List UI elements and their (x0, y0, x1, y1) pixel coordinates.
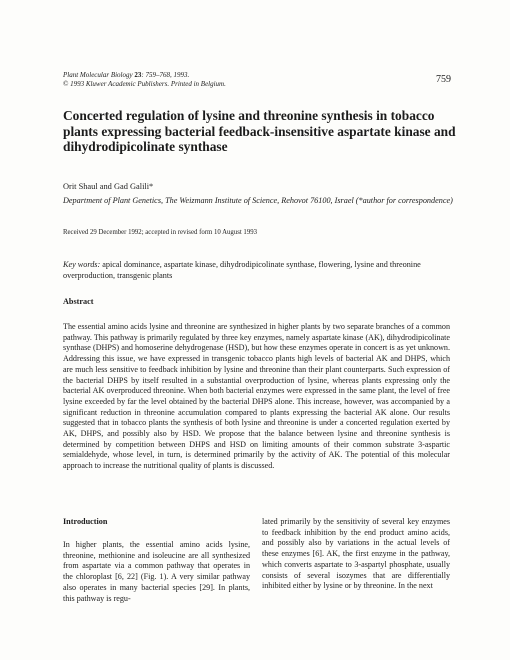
keywords-list: apical dominance, aspartate kinase, dihydrodipicolinate synthase, flowering, lysine and threonine overproduction, transgenic plants (63, 260, 421, 280)
journal-pages: : 759–768, 1993. (141, 71, 190, 79)
abstract-heading: Abstract (63, 297, 94, 306)
author-list: Orit Shaul and Gad Galili* (63, 182, 154, 191)
journal-citation (63, 71, 226, 80)
page-number: 759 (436, 74, 451, 85)
journal-name: Plant Molecular Biology (63, 71, 133, 79)
journal-volume: 23 (134, 71, 142, 79)
keywords-label: Key words: (63, 260, 101, 269)
article-title: Concerted regulation of lysine and threonine synthesis in tobacco plants expressing bacterial feedback-insensitive aspartate kinase and dihydrodipicolinate synthase (63, 108, 456, 154)
received-date: Received 29 December 1992; accepted in revised form 10 August 1993 (63, 229, 258, 236)
running-header (63, 71, 226, 89)
abstract-text: The essential amino acids lysine and threonine are synthesized in higher plants by two separate branches of a common pathway. This pathway is primarily regulated by three key enzymes, namely aspartate kinase (AK), dihydrodipicolinate synthase (DHPS) and homoserine dehydrogenase (HSD), but how these enzymes operate in concert is as yet unknown. Addressing this issue, we have expressed in transgenic tobacco plants high levels of bacterial AK and DHPS, which are much less sensitive to feedback inhibition by lysine and threonine than their plant counterparts. Such expression of the bacterial DHPS by itself resulted in a substantial overproduction of lysine, whereas plants expressing only the bacterial AK overproduced threonine. When both bacterial enzymes were expressed in the same plant, the level of free lysine exceeded by far the level obtained by the bacterial DHPS alone. This increase, however, was accompanied by a significant reduction in threonine accumulation compared to plants expressing the bacterial AK alone. Our results suggested that in tobacco plants the synthesis of both lysine and threonine is under a concerted regulation exerted by AK, DHPS, and possibly also by HSD. We propose that the balance between lysine and threonine synthesis is determined by competition between DHPS and HSD on limiting amounts of their common substrate 3-aspartic semialdehyde, whose level, in turn, is determined primarily by the activity of AK. The potential of this molecular approach to increase the nutritional quality of plants is discussed. (63, 322, 450, 471)
author-affiliation: Department of Plant Genetics, The Weizmann Institute of Science, Rehovot 76100, Israel (*author for correspondence) (63, 196, 453, 205)
introduction-heading: Introduction (63, 517, 108, 526)
keywords (63, 259, 448, 281)
copyright-line: © 1993 Kluwer Academic Publishers. Printed in Belgium. (63, 80, 226, 88)
introduction-column-right: lated primarily by the sensitivity of several key enzymes to feedback inhibition by the end product amino acids, and possibly also by variations in the actual levels of these enzymes [6]. AK, the first enzyme in the pathway, which converts aspartate to 3-aspartyl phosphate, usually consists of several isozymes that are differentially inhibited either by lysine or by threonine. In the next (262, 517, 450, 591)
introduction-column-left: In higher plants, the essential amino acids lysine, threonine, methionine and isoleucine are all synthesized from aspartate via a common pathway that operates in the chloroplast [6, 22] (Fig. 1). A very similar pathway also operates in many bacterial species [29]. In plants, this pathway is regu- (63, 540, 250, 603)
